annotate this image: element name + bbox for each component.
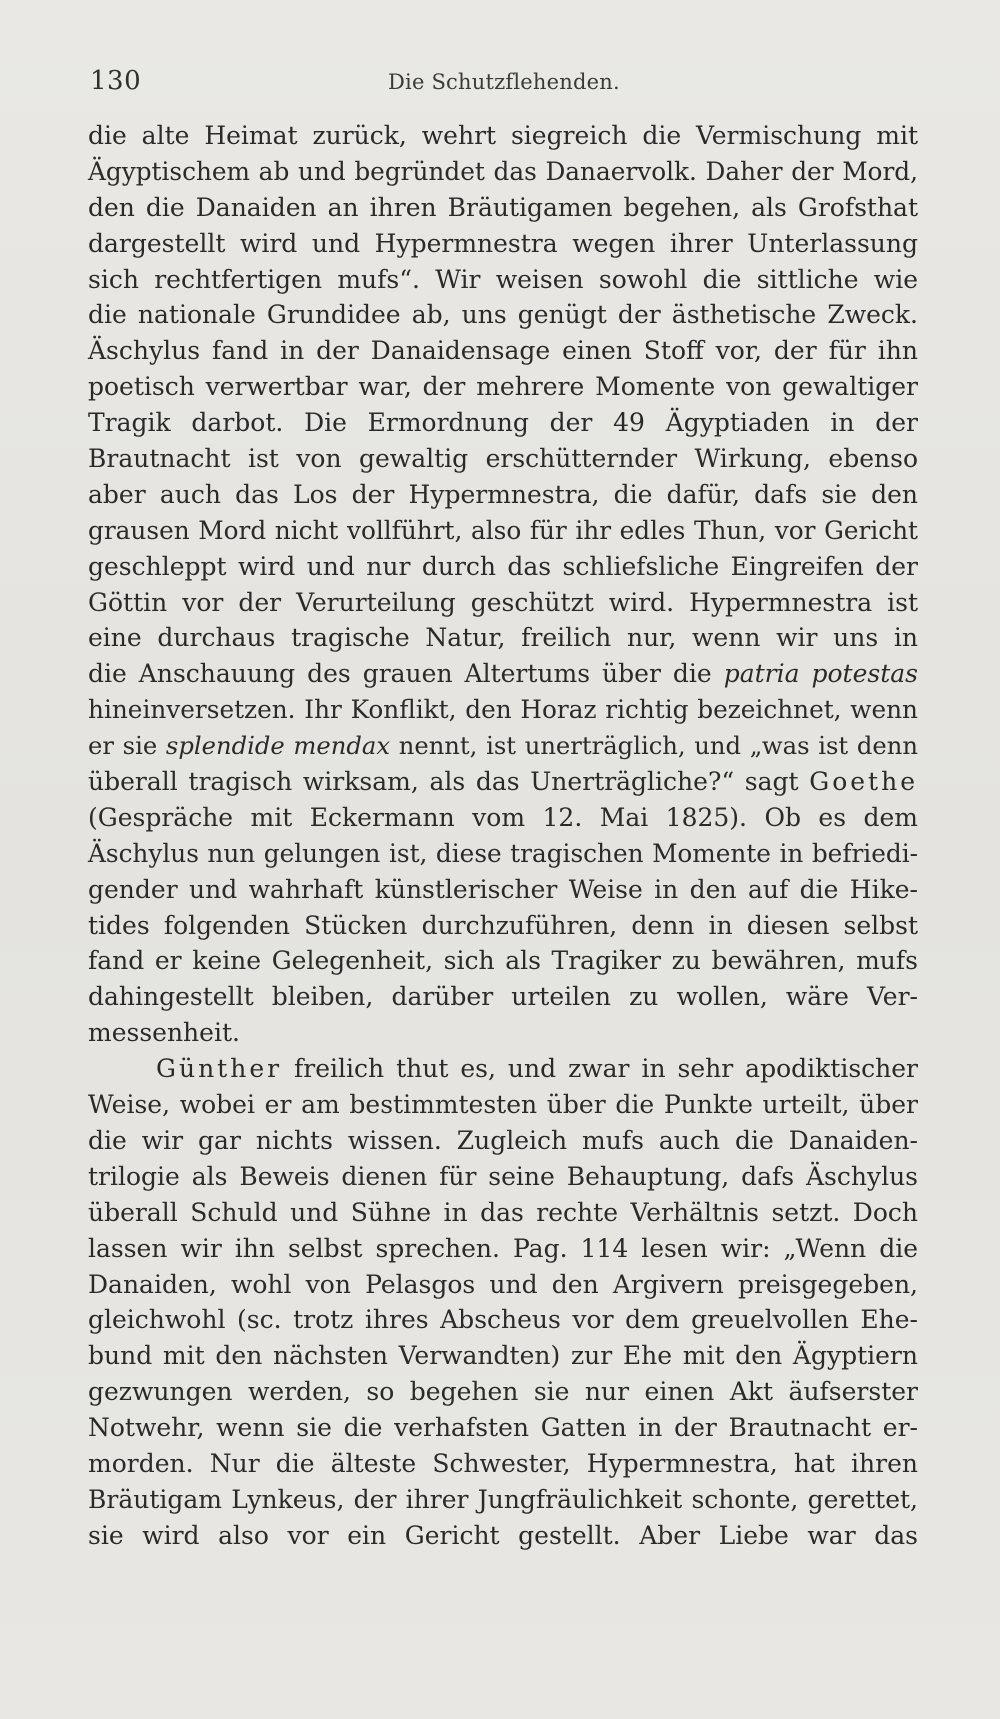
- text-line: dahingestellt bleiben, darüber urteilen zu wollen, wäre Ver-: [88, 982, 918, 1012]
- text-line: morden. Nur die älteste Schwester, Hypermnestra, hat ihren: [88, 1448, 918, 1478]
- text-line: Ägyptischem ab und begründet das Danaervolk. Daher der Mord,: [88, 156, 918, 186]
- page-body: [88, 118, 918, 1554]
- text-line: die wir gar nichts wissen. Zugleich mufs auch die Danaiden-: [88, 1125, 918, 1155]
- text-line: die nationale Grundidee ab, uns genügt der ästhetische Zweck.: [88, 300, 918, 330]
- text-line: Weise, wobei er am bestimmtesten über die Punkte urteilt, über: [88, 1090, 918, 1120]
- text-line: gender und wahrhaft künstlerischer Weise in den auf die Hike-: [88, 874, 918, 904]
- text-segment: er sie: [88, 731, 166, 761]
- text-line: aber auch das Los der Hypermnestra, die dafür, dafs sie den: [88, 479, 918, 509]
- text-line: die alte Heimat zurück, wehrt siegreich die Vermischung mit: [88, 121, 918, 150]
- text-line: den die Danaiden an ihren Bräutigamen begehen, als Grofsthat: [88, 192, 918, 222]
- page-number: 130: [90, 66, 142, 96]
- page-header: [90, 66, 920, 102]
- text-segment: nennt, ist unerträglich, und „was ist denn: [390, 731, 918, 761]
- text-line: Bräutigam Lynkeus, der ihrer Jungfräulichkeit schonte, gerettet,: [88, 1484, 918, 1514]
- text-line: (Gespräche mit Eckermann vom 12. Mai 1825). Ob es dem: [88, 802, 918, 832]
- text-line: Göttin vor der Verurteilung geschützt wird. Hypermnestra ist: [88, 587, 918, 617]
- text-line: Notwehr, wenn sie die verhafsten Gatten in der Brautnacht er-: [88, 1413, 918, 1443]
- text-line: dargestellt wird und Hypermnestra wegen ihrer Unterlassung: [88, 228, 918, 258]
- text-segment: freilich thut es, und zwar in sehr apodiktischer: [282, 1054, 918, 1084]
- text-line: Brautnacht ist von gewaltig erschütternder Wirkung, ebenso: [88, 444, 918, 474]
- text-line: messenheit.: [88, 1018, 240, 1048]
- text-line: Äschylus fand in der Danaidensage einen Stoff vor, der für ihn: [88, 336, 918, 366]
- text-line: Tragik darbot. Die Ermordnung der 49 Ägyptiaden in der: [88, 408, 918, 438]
- italic-phrase: patria potestas: [723, 659, 918, 689]
- text-line: gleichwohl (sc. trotz ihres Abscheus vor dem greuelvollen Ehe-: [88, 1305, 918, 1335]
- text-line: Danaiden, wohl von Pelasgos und den Argivern preisgegeben,: [88, 1269, 918, 1299]
- text-line: gezwungen werden, so begehen sie nur einen Akt äufserster: [88, 1377, 918, 1407]
- text-line: eine durchaus tragische Natur, freilich nur, wenn wir uns in: [88, 623, 918, 653]
- text-line: tides folgenden Stücken durchzuführen, denn in diesen selbst: [88, 910, 918, 940]
- text-line: bund mit den nächsten Verwandten) zur Ehe mit den Ägyptiern: [88, 1341, 918, 1371]
- text-line: überall Schuld und Sühne in das rechte Verhältnis setzt. Doch: [88, 1197, 918, 1227]
- text-line: [88, 764, 918, 800]
- text-line: Äschylus nun gelungen ist, diese tragischen Momente in befriedi-: [88, 838, 918, 868]
- text-line: sie wird also vor ein Gericht gestellt. Aber Liebe war das: [88, 1520, 918, 1550]
- text-line: [88, 656, 918, 692]
- text-segment: überall tragisch wirksam, als das Unerträgliche?“ sagt: [88, 767, 810, 797]
- running-head: Die Schutzflehenden.: [388, 70, 620, 94]
- text-line: geschleppt wird und nur durch das schliefsliche Eingreifen der: [88, 551, 918, 581]
- author-name-spaced: Goethe: [809, 767, 918, 797]
- author-name-spaced: Günther: [156, 1054, 283, 1084]
- text-line: fand er keine Gelegenheit, sich als Tragiker zu bewähren, mufs: [88, 946, 918, 976]
- text-line: [88, 1051, 918, 1087]
- text-line: sich rechtfertigen mufs“. Wir weisen sowohl die sittliche wie: [88, 264, 918, 294]
- text-line: trilogie als Beweis dienen für seine Behauptung, dafs Äschylus: [88, 1161, 918, 1191]
- italic-phrase: splendide mendax: [165, 731, 391, 761]
- text-line: [88, 728, 918, 764]
- text-line: hineinversetzen. Ihr Konflikt, den Horaz richtig bezeichnet, wenn: [88, 695, 918, 725]
- text-segment: die Anschauung des grauen Altertums über die: [88, 659, 724, 689]
- text-line: poetisch verwertbar war, der mehrere Momente von gewaltiger: [88, 372, 918, 402]
- text-line: lassen wir ihn selbst sprechen. Pag. 114 lesen wir: „Wenn die: [88, 1233, 918, 1263]
- text-line: grausen Mord nicht vollführt, also für ihr edles Thun, vor Gericht: [88, 515, 918, 545]
